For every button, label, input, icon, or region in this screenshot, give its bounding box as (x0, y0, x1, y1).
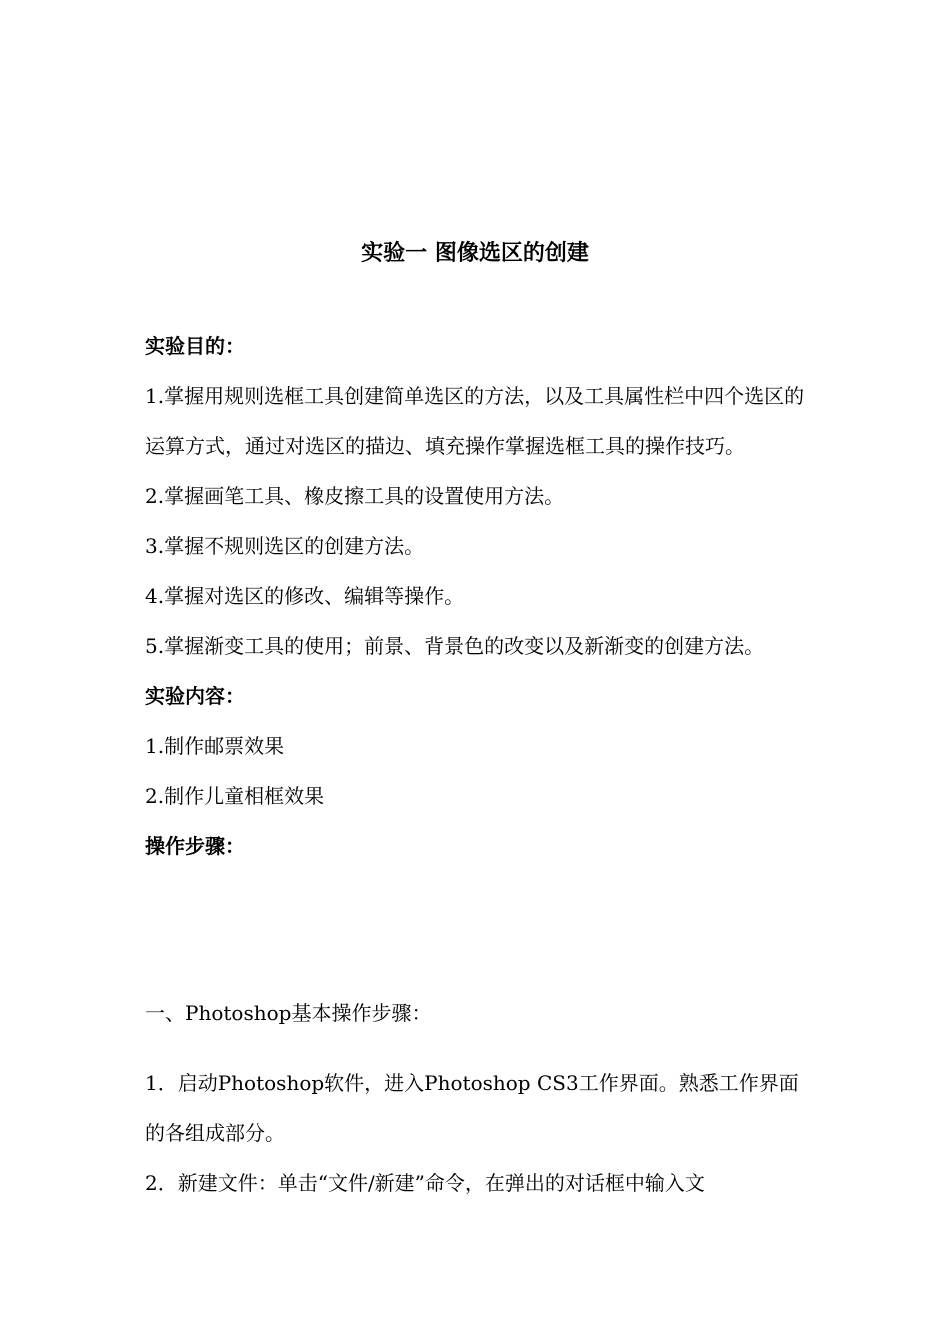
content-item-1: 1.制作邮票效果 (145, 734, 285, 758)
document-body-upper (145, 321, 810, 871)
objective-item-5: 5.掌握渐变工具的使用；前景、背景色的改变以及新渐变的创建方法。 (145, 634, 765, 658)
objective-item-3: 3.掌握不规则选区的创建方法。 (145, 534, 425, 558)
step-item-1: 1．启动Photoshop软件，进入Photoshop CS3工作界面。熟悉工作界面的各组成部分。 (145, 1071, 799, 1145)
objective-item-4: 4.掌握对选区的修改、编辑等操作。 (145, 584, 465, 608)
objective-item-1: 1.掌握用规则选框工具创建简单选区的方法，以及工具属性栏中四个选区的运算方式，通过对选区的描边、填充操作掌握选框工具的操作技巧。 (145, 384, 805, 458)
document-body-lower (145, 988, 810, 1208)
objective-item-2: 2.掌握画笔工具、橡皮擦工具的设置使用方法。 (145, 484, 565, 508)
steps-heading: 操作步骤： (145, 834, 245, 858)
step-item-2: 2．新建文件：单击“文件/新建”命令，在弹出的对话框中输入文 (145, 1171, 705, 1195)
content-heading: 实验内容： (145, 684, 245, 708)
content-item-2: 2.制作儿童相框效果 (145, 784, 325, 808)
document-title: 实验一 图像选区的创建 (361, 241, 589, 266)
objectives-heading: 实验目的： (145, 334, 245, 358)
steps-subheading: 一、Photoshop基本操作步骤： (145, 1001, 432, 1025)
